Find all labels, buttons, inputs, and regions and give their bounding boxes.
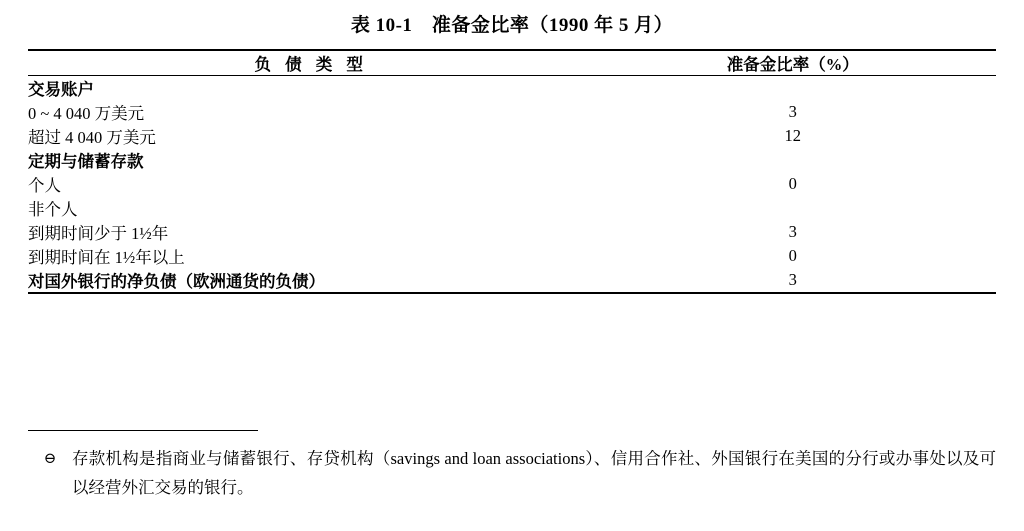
row-label: 对国外银行的净负债（欧洲通货的负债） (28, 272, 325, 291)
footnote-separator (28, 430, 258, 431)
row-value (589, 196, 996, 220)
row-value (589, 148, 996, 172)
table-row (28, 148, 996, 172)
reserve-ratio-table (28, 49, 996, 294)
table-row (28, 244, 996, 268)
row-label: 定期与储蓄存款 (28, 152, 144, 171)
table-container (28, 49, 996, 294)
footnote-marker-icon: ⊖ (43, 451, 57, 467)
column-header-reserve-ratio: 准备金比率（%） (726, 55, 859, 74)
footnote-text: 存款机构是指商业与储蓄银行、存贷机构（savings and loan associations）、信用合作社、外国银行在美国的分行或办事处以及可以经营外汇交易的银行。 (72, 449, 996, 497)
row-label: 0 ~ 4 040 万美元 (28, 104, 145, 123)
row-label: 到期时间在 1½年以上 (28, 248, 185, 267)
row-value: 0 (788, 174, 797, 193)
row-value: 3 (788, 270, 797, 289)
table-title-main: 表 10-1 准备金比率 (350, 15, 530, 36)
table-row (28, 76, 996, 100)
column-header-liability-type: 负 债 类 型 (254, 55, 368, 74)
table-rule-bottom (28, 293, 996, 294)
table-row (28, 220, 996, 244)
table-row (28, 124, 996, 148)
row-value: 3 (788, 222, 797, 241)
row-label: 到期时间少于 1½年 (28, 224, 169, 243)
row-value: 12 (784, 126, 801, 145)
footnote (28, 445, 996, 503)
footnote-area (28, 430, 996, 503)
row-label: 个人 (28, 176, 61, 195)
row-value: 3 (788, 102, 797, 121)
table-row (28, 172, 996, 196)
table-header-row (28, 51, 996, 76)
table-title (0, 0, 1024, 49)
row-label: 交易账户 (28, 80, 94, 99)
row-value (589, 76, 996, 100)
table-title-period: （1990 年 5 月） (529, 15, 674, 36)
row-label: 非个人 (28, 200, 78, 219)
row-label: 超过 4 040 万美元 (28, 128, 156, 147)
table-row (28, 100, 996, 124)
table-row (28, 268, 996, 293)
table-row (28, 196, 996, 220)
row-value: 0 (788, 246, 797, 265)
